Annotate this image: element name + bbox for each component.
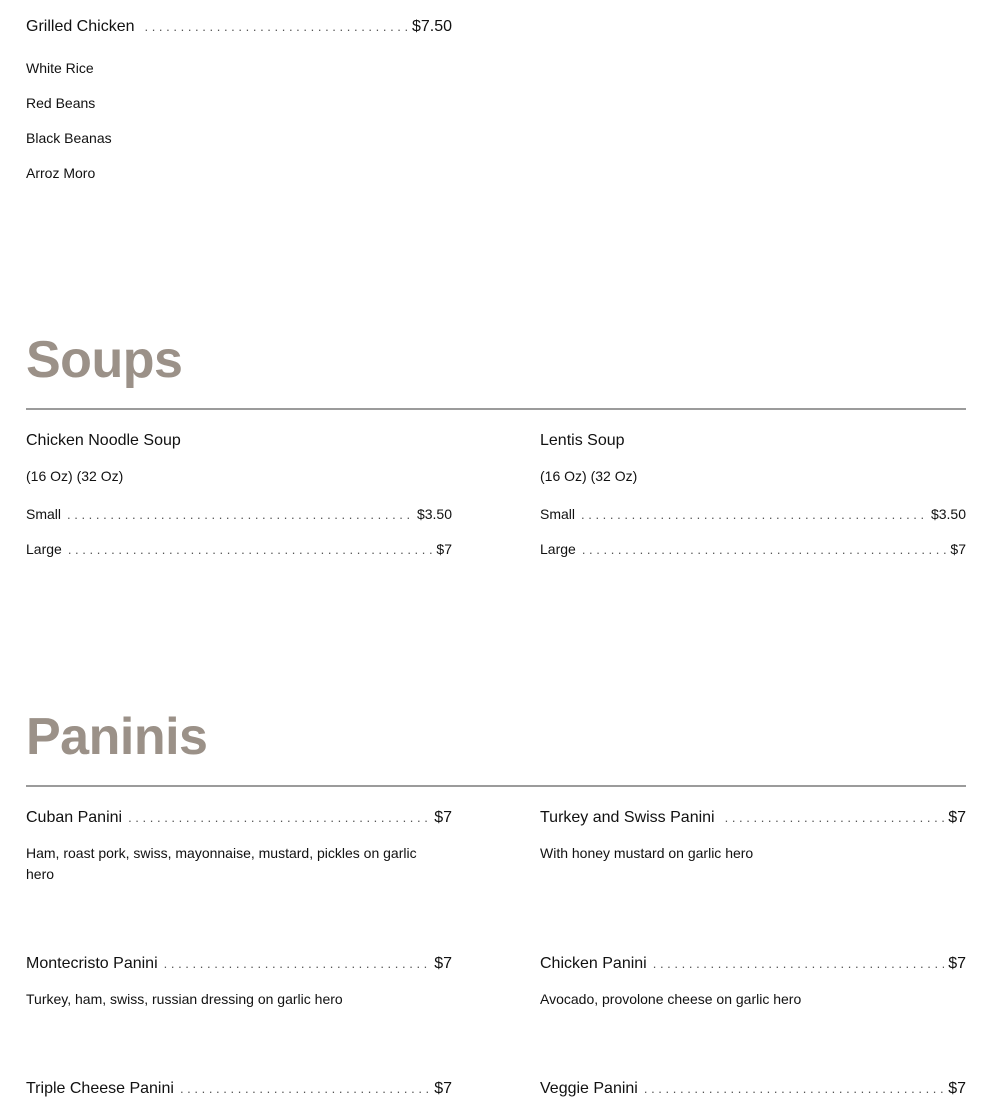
side-item: Arroz Moro [26, 165, 96, 181]
item-description: Turkey, ham, swiss, russian dressing on garlic hero [26, 991, 343, 1007]
dotted-leader [144, 18, 407, 36]
menu-item-turkey-swiss-panini [540, 809, 966, 827]
item-description: Avocado, provolone cheese on garlic hero [540, 991, 802, 1007]
menu-item-chicken-panini [540, 955, 966, 973]
side-item: White Rice [26, 60, 94, 76]
option-label: Large [540, 541, 576, 557]
menu-item-cuban-panini [26, 809, 452, 827]
item-price: $7 [948, 955, 966, 972]
soup-option-small [26, 506, 452, 522]
option-label: Small [540, 506, 576, 522]
section-divider [26, 408, 966, 410]
soup-name: Lentis Soup [540, 432, 625, 449]
item-description: With honey mustard on garlic hero [540, 845, 754, 861]
soup-name: Chicken Noodle Soup [26, 432, 181, 449]
item-description: Ham, roast pork, swiss, mayonnaise, mustard, pickles on garlic hero [26, 845, 417, 882]
item-name: Chicken Panini [540, 955, 647, 972]
item-name: Grilled Chicken [26, 18, 135, 35]
section-divider [26, 785, 966, 787]
item-name: Turkey and Swiss Panini [540, 809, 715, 826]
dotted-leader [164, 955, 431, 973]
soup-option-large [540, 541, 966, 557]
item-price: $7 [948, 809, 966, 826]
menu-item-montecristo-panini [26, 955, 452, 973]
dotted-leader [725, 809, 945, 827]
item-name: Cuban Panini [26, 809, 123, 826]
section-title-soups: Soups [26, 331, 183, 389]
menu-item-grilled-chicken [26, 18, 452, 36]
dotted-leader [180, 1080, 430, 1098]
option-price: $3.50 [416, 506, 452, 522]
section-title-paninis: Paninis [26, 708, 208, 766]
side-item: Black Beanas [26, 130, 112, 146]
option-price: $3.50 [930, 506, 966, 522]
dotted-leader [581, 506, 927, 522]
item-price: $7 [434, 809, 452, 826]
option-price: $7 [950, 541, 966, 557]
dotted-leader [653, 955, 944, 973]
dotted-leader [644, 1080, 944, 1098]
item-price: $7.50 [411, 18, 452, 35]
option-label: Small [26, 506, 62, 522]
item-price: $7 [948, 1080, 966, 1097]
item-price: $7 [434, 1080, 452, 1097]
dotted-leader [67, 506, 413, 522]
soup-option-large [26, 541, 452, 557]
option-label: Large [26, 541, 62, 557]
item-name: Veggie Panini [540, 1080, 638, 1097]
item-name: Triple Cheese Panini [26, 1080, 174, 1097]
dotted-leader [68, 541, 433, 557]
dotted-leader [128, 809, 430, 827]
soup-option-small [540, 506, 966, 522]
item-price: $7 [434, 955, 452, 972]
soup-sizes-note: (16 Oz) (32 Oz) [540, 468, 638, 484]
soup-sizes-note: (16 Oz) (32 Oz) [26, 468, 124, 484]
menu-item-triple-cheese-panini [26, 1080, 452, 1098]
side-item: Red Beans [26, 95, 96, 111]
menu-item-veggie-panini [540, 1080, 966, 1098]
item-name: Montecristo Panini [26, 955, 158, 972]
dotted-leader [582, 541, 947, 557]
option-price: $7 [436, 541, 452, 557]
